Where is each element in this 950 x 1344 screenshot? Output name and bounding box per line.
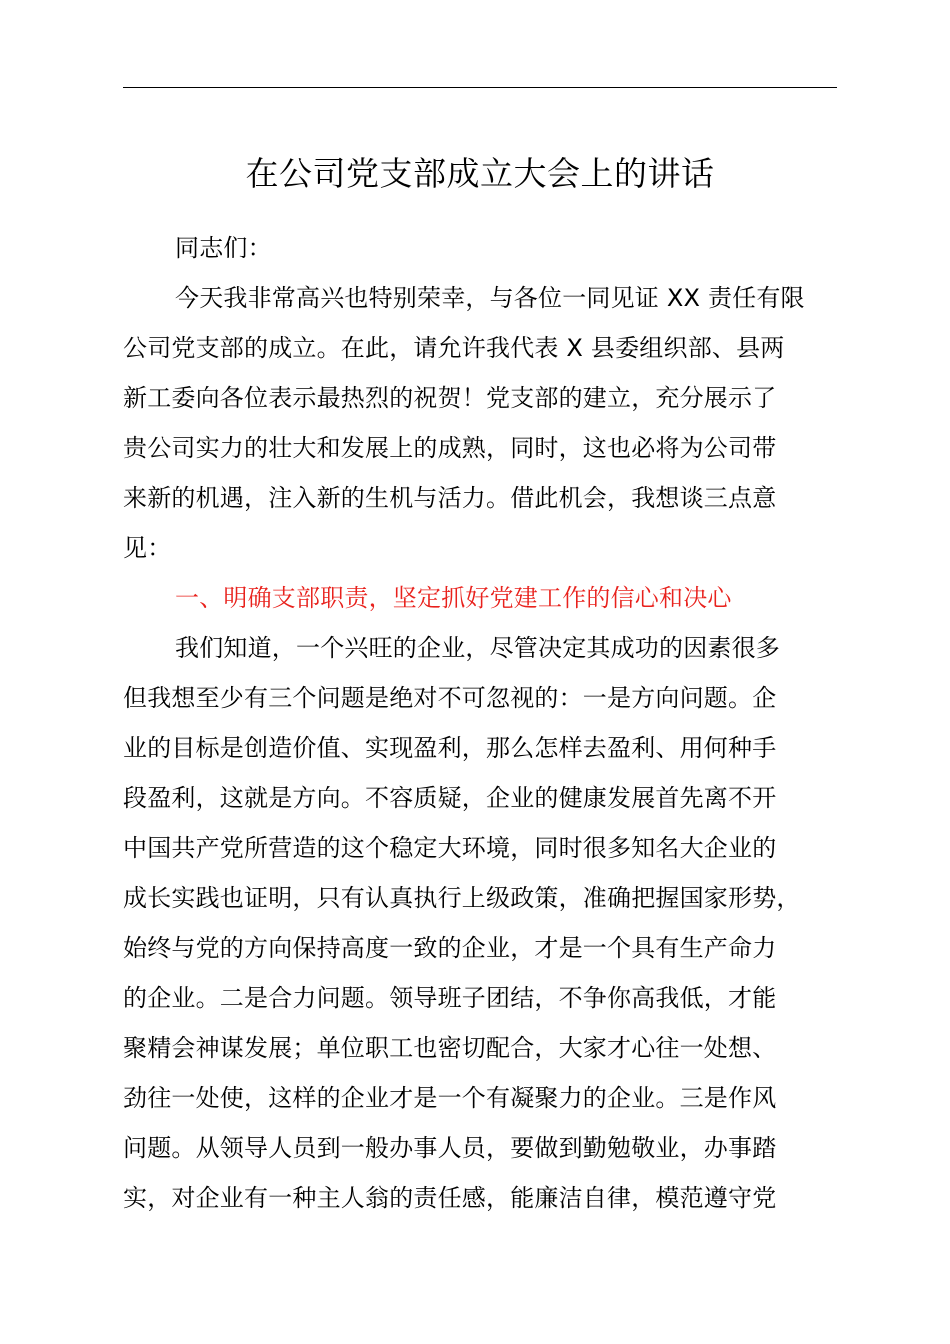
- paragraph-line: 段盈利，这就是方向。不容质疑，企业的健康发展首先离不开: [123, 784, 777, 812]
- paragraph-line: 公司党支部的成立。在此，请允许我代表 X 县委组织部、县两: [123, 334, 785, 362]
- paragraph-line: 中国共产党所营造的这个稳定大环境，同时很多知名大企业的: [123, 834, 777, 862]
- paragraph-line: 劲往一处使，这样的企业才是一个有凝聚力的企业。三是作风: [123, 1084, 777, 1112]
- paragraph-line: 成长实践也证明，只有认真执行上级政策，准确把握国家形势，: [123, 884, 801, 912]
- paragraph-line: 的企业。二是合力问题。领导班子团结，不争你高我低，才能: [123, 984, 777, 1012]
- paragraph-line: 新工委向各位表示最热烈的祝贺！党支部的建立，充分展示了: [123, 384, 777, 412]
- paragraph-line: 我们知道，一个兴旺的企业，尽管决定其成功的因素很多: [175, 634, 780, 662]
- paragraph-line: 始终与党的方向保持高度一致的企业，才是一个具有生产命力: [123, 934, 777, 962]
- paragraph-line: 但我想至少有三个问题是绝对不可忽视的：一是方向问题。企: [123, 684, 777, 712]
- paragraph-line: 来新的机遇，注入新的生机与活力。借此机会，我想谈三点意: [123, 484, 777, 512]
- paragraph-line: 问题。从领导人员到一般办事人员，要做到勤勉敬业，办事踏: [123, 1134, 777, 1162]
- paragraph-line: 实，对企业有一种主人翁的责任感，能廉洁自律，模范遵守党: [123, 1184, 777, 1212]
- paragraph-line: 贵公司实力的壮大和发展上的成熟，同时，这也必将为公司带: [123, 434, 777, 462]
- header-rule: [123, 87, 837, 88]
- paragraph-line: 聚精会神谋发展；单位职工也密切配合，大家才心往一处想、: [123, 1034, 777, 1062]
- section-heading: 一、明确支部职责，坚定抓好党建工作的信心和决心: [175, 584, 732, 612]
- paragraph-line: 见：: [123, 534, 172, 562]
- salutation: 同志们：: [175, 234, 272, 262]
- paragraph-line: 业的目标是创造价值、实现盈利，那么怎样去盈利、用何种手: [123, 734, 777, 762]
- paragraph-line: 今天我非常高兴也特别荣幸，与各位一同见证 XX 责任有限: [175, 284, 805, 312]
- page-title: 在公司党支部成立大会上的讲话: [245, 154, 715, 193]
